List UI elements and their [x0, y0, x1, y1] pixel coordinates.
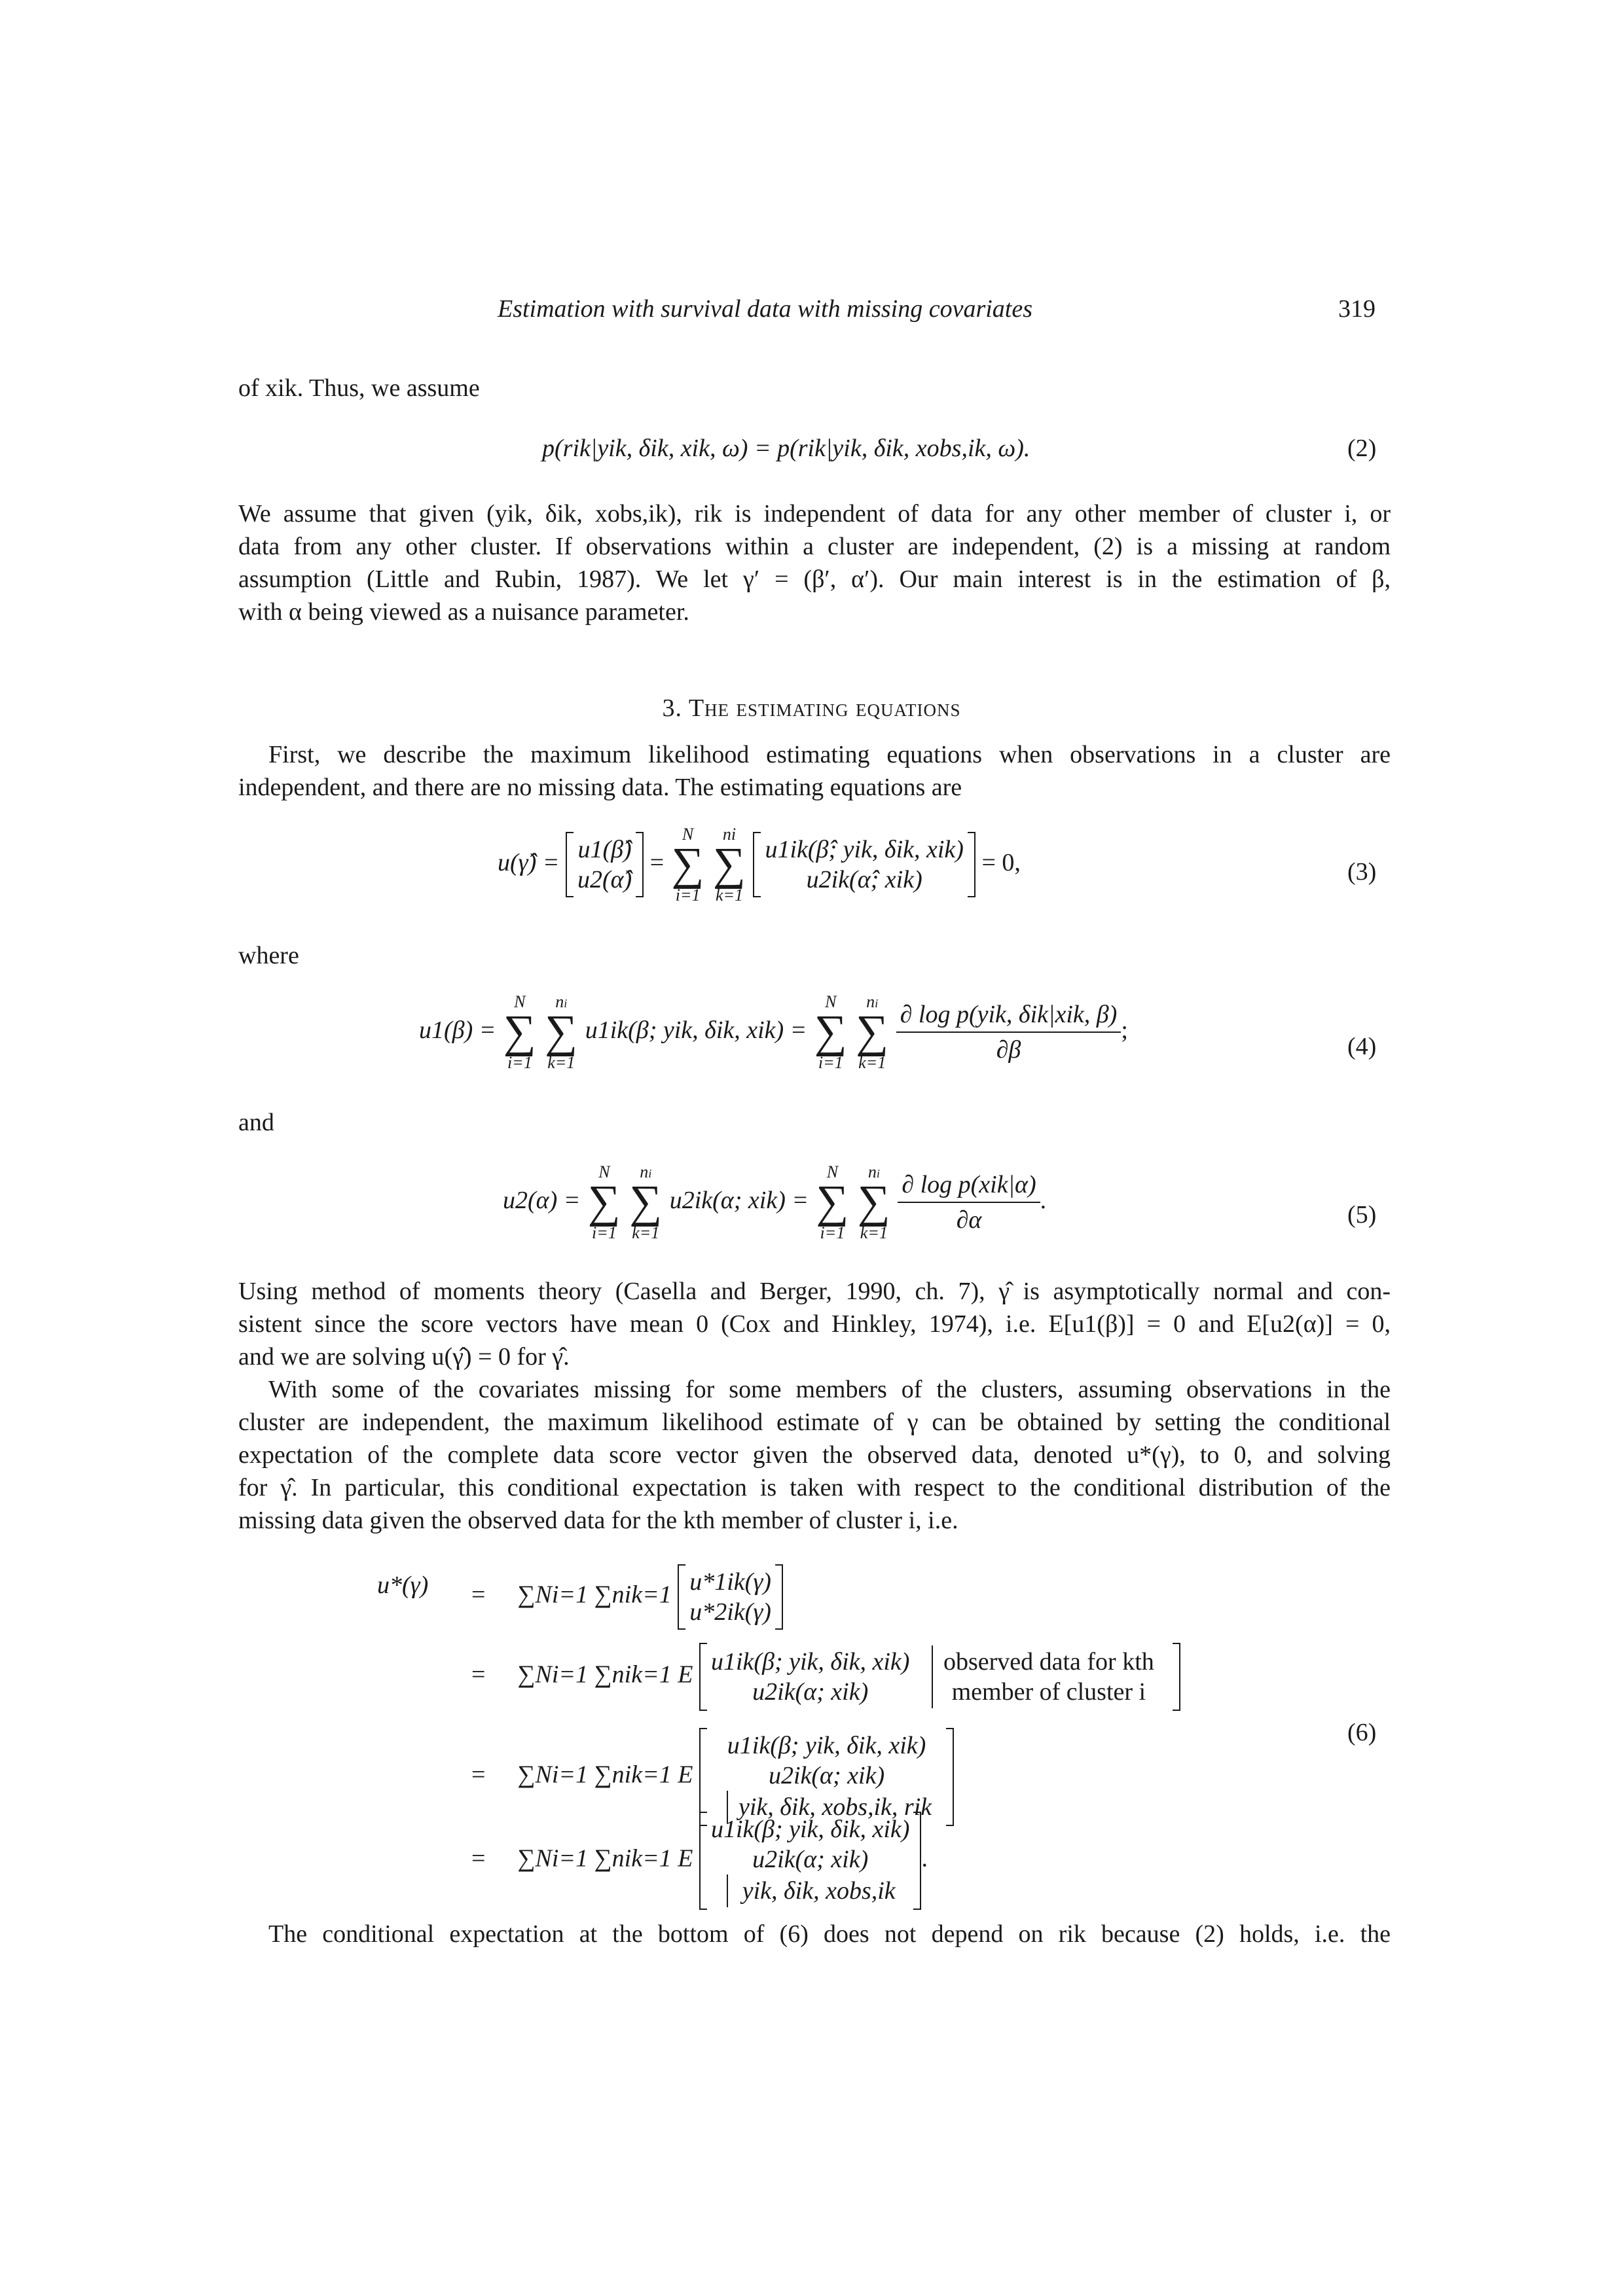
- equation-5: u2(α) = N ∑ i=1 ni ∑ k=1 u2ik(α; xik) = N ∑ i=1 ni ∑ k=1 $\frac{\text{∂ log p(xik|α)}}{\partial\alpha}$ .: [503, 1162, 1047, 1242]
- text-line: cluster are independent, the maximum likelihood estimate of γ can be obtained by setting the conditional: [238, 1408, 1391, 1436]
- text-line: Using method of moments theory (Casella and Berger, 1990, ch. 7), γ̂ is asymptotically normal and con-: [238, 1278, 1391, 1305]
- paragraph-estimating-equations: [238, 738, 1391, 804]
- equation-4-number: (4): [1347, 1033, 1377, 1060]
- eq5-fraction: $\frac{\text{∂ log p(xik|α)}}{\partial\alpha}$: [898, 1170, 1040, 1234]
- paragraph-mar-assumption: [238, 497, 1391, 628]
- equation-6-row-4: = ∑Ni=1 ∑nik=1 E u1ik(β; yik, δik, xik) u2ik(α; xik) yik, δik, xobs,ik .: [471, 1812, 928, 1910]
- text-line: missing data given the observed data for the kth member of cluster i, i.e.: [238, 1507, 958, 1534]
- text-line: With some of the covariates missing for some members of the clusters, assuming observations in the: [268, 1376, 1391, 1403]
- paragraph-missing-covariates: [238, 1373, 1391, 1537]
- paragraph-conditional-expectation: [238, 1918, 1391, 1950]
- text-line: for γ̂. In particular, this conditional expectation is taken with respect to the conditional distribution of the: [238, 1474, 1391, 1501]
- text-line: We assume that given (yik, δik, xobs,ik), rik is independent of data for any other member of cluster i, or: [238, 500, 1391, 528]
- text-line: The conditional expectation at the bottom of (6) does not depend on rik because (2) holds, i.e. the: [268, 1920, 1391, 1948]
- text-line: First, we describe the maximum likelihood estimating equations when observations in a cluster are: [268, 741, 1391, 768]
- text-line: sistent since the score vectors have mean 0 (Cox and Hinkley, 1974), i.e. E[u1(β)] = 0 and E[u2(α)] = 0,: [238, 1310, 1391, 1338]
- eq3-vec-bottom: u2(α̂): [577, 866, 632, 894]
- running-title: Estimation with survival data with missing covariates: [498, 295, 1032, 323]
- text-line: data from any other cluster. If observations within a cluster are independent, (2) is a missing at random: [238, 533, 1391, 560]
- equation-3-number: (3): [1347, 858, 1377, 886]
- text-line: independent, and there are no missing data. The estimating equations are: [238, 774, 962, 801]
- eq4-fraction: $\frac{\text{∂ log p(yik, δik|xik, β)}}{\partial\beta}$: [896, 1000, 1122, 1064]
- eq3-lhs: u(γ̂) =: [498, 848, 560, 876]
- text-line: expectation of the complete data score vector given the observed data, denoted u*(γ), to 0, and solving: [238, 1441, 1391, 1469]
- equation-6-lhs: u*(γ): [377, 1571, 429, 1599]
- section-heading: 3. The estimating equations: [662, 694, 961, 722]
- equation-6-number: (6): [1347, 1719, 1377, 1746]
- sum-i: N ∑ i=1: [671, 825, 704, 905]
- page-number: 319: [1338, 295, 1376, 323]
- and-label: and: [238, 1109, 274, 1136]
- eq3-rhs: = 0,: [981, 848, 1021, 876]
- where-label: where: [238, 942, 299, 969]
- equation-4: u1(β) = N ∑ i=1 ni ∑ k=1 u1ik(β; yik, δik, xik) = N ∑ i=1 ni ∑ k=1 $\frac{\text{∂ log p(yik, δik|xik, β)}}{\partial\beta}$ ;: [419, 992, 1128, 1072]
- text-line: assumption (Little and Rubin, 1987). We let γ′ = (β′, α′). Our main interest is in the estimation of β,: [238, 565, 1391, 593]
- paragraph-intro: of xik. Thus, we assume: [238, 374, 480, 402]
- text-line: and we are solving u(γ̂) = 0 for γ̂.: [238, 1343, 570, 1371]
- equation-5-number: (5): [1347, 1201, 1377, 1229]
- paragraph-method-of-moments: [238, 1275, 1391, 1373]
- text-line: with α being viewed as a nuisance parameter.: [238, 598, 689, 626]
- equation-2-number: (2): [1347, 435, 1377, 462]
- equation-6-row-2: = ∑Ni=1 ∑nik=1 E u1ik(β; yik, δik, xik) u2ik(α; xik) observed data for kth member of cluster i: [471, 1643, 1180, 1711]
- equation-6-row-1: = ∑Ni=1 ∑nik=1 u*1ik(γ) u*2ik(γ): [471, 1564, 783, 1630]
- eq3-vector: [566, 832, 644, 897]
- sum-k: ni ∑ k=1: [713, 825, 746, 905]
- eq3-vec-top: u1(β̂): [577, 836, 632, 864]
- equation-3: u(γ̂) = u1(β̂) u2(α̂) = N ∑ i=1 ni ∑ k=1 u1ik(β̂; yik, δik, xik) u2ik(α̂; xik) = 0,: [498, 825, 1021, 905]
- equation-6-row-3: = ∑Ni=1 ∑nik=1 E u1ik(β; yik, δik, xik) u2ik(α; xik) yik, δik, xobs,ik, rik: [471, 1728, 954, 1826]
- equation-2: p(rik|yik, δik, xik, ω) = p(rik|yik, δik, xobs,ik, ω).: [542, 435, 1030, 462]
- eq3-inner-vector: u1ik(β̂; yik, δik, xik) u2ik(α̂; xik): [753, 832, 975, 897]
